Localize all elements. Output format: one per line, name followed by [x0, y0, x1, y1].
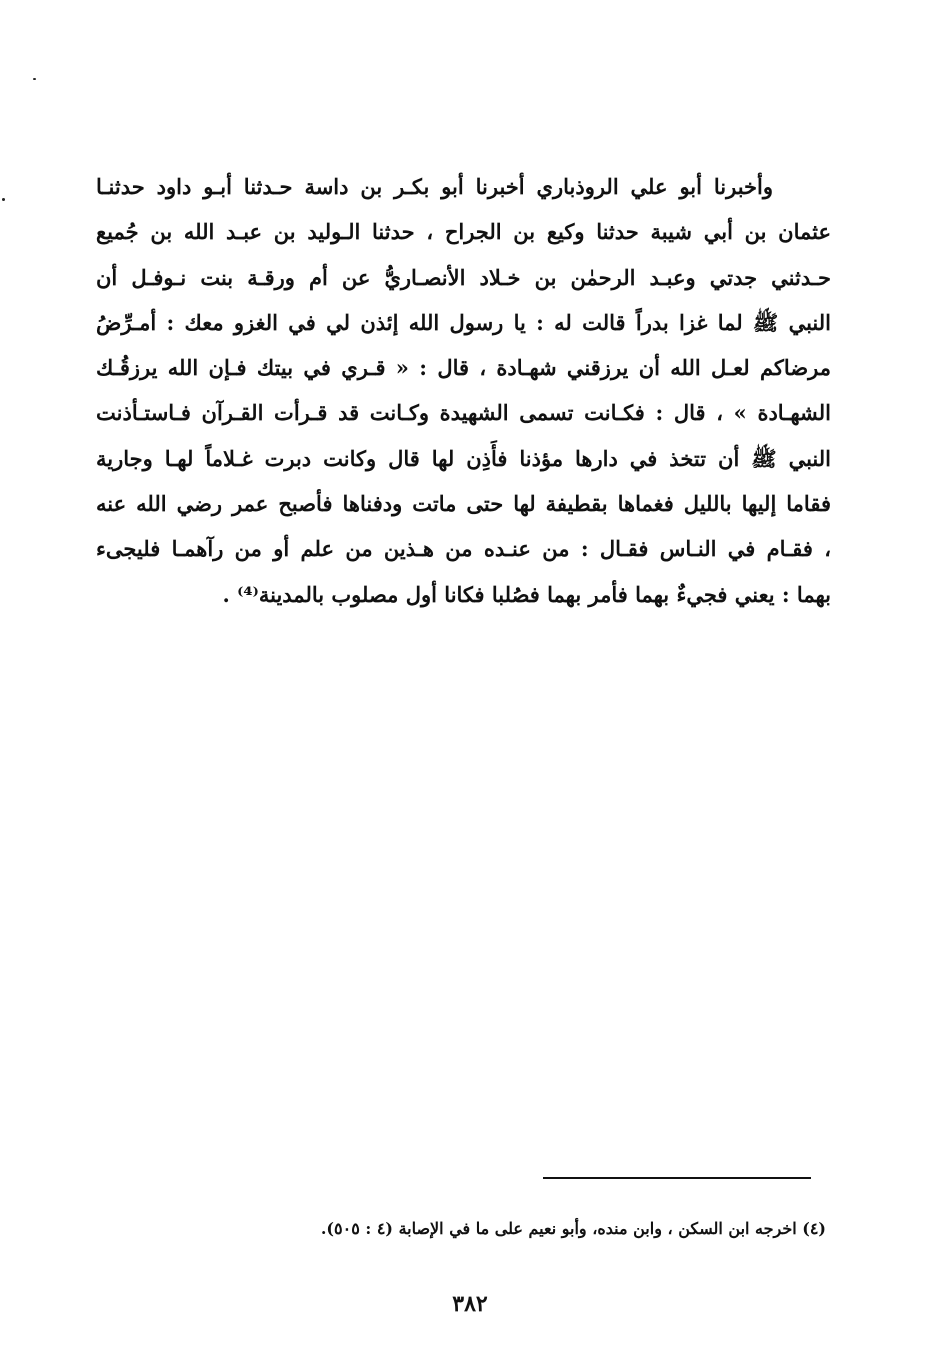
text-line: وأخبرنا أبو علي الروذباري أخبرنا أبو بكـر بن داسة حـدثنا أبـو داود حدثنـا [96, 174, 773, 199]
page-number: ٣٨٢ [452, 1291, 488, 1317]
footnote-separator [543, 1177, 811, 1179]
scan-speck [33, 78, 36, 80]
main-text-block [96, 164, 831, 617]
text-line: الشهـادة » ، قال : فكـانت تسمى الشهيدة وكـانت قد قـرأت القـرآن فـاستـأذنت [96, 400, 831, 426]
text-line: بهما : يعني فجيءٌ بهما فأمر بهما فصُلبا فكانا أول مصلوب بالمدينة⁽⁴⁾ . [222, 581, 831, 607]
text-line: النبي ﷺ أن تتخذ في دارها مؤذنا فأَذِن لها قال وكانت دبرت غـلاماً لهـا وجارية [96, 445, 831, 471]
text-line: ، فقـام في النـاس فقـال : من عنـده من هـذين من علم أو من رآهمـا فليجىء [96, 536, 831, 562]
text-line: مرضاكم لعـل الله أن يرزقني شهـادة ، قال : « قـري في بيتك فـإن الله يرزقُـك [96, 355, 831, 381]
text-line: فقاما إليها بالليل فغماها بقطيفة لها حتى ماتت ودفناها فأصبح عمر رضي الله عنه [96, 491, 831, 517]
text-line: النبي ﷺ لما غزا بدراً قالت له : يا رسول الله إئذن لي في الغزو معك : أمـرِّضُ [96, 309, 831, 335]
scan-speck [2, 198, 5, 201]
text-line: عثمان بن أبي شيبة حدثنا وكيع بن الجراح ، حدثنا الـوليد بن عبـد الله بن جُميع [96, 219, 831, 245]
footnote: (٤) اخرجه ابن السكن ، وابن منده، وأبو نعيم على ما في الإصابة (٤ : ٥٠٥). [320, 1219, 826, 1238]
text-line: حـدثني جدتي وعبـد الرحمٰن بن خـلاد الأنصـاريُّ عن أم ورقـة بنت نـوفـل أن [96, 264, 831, 290]
